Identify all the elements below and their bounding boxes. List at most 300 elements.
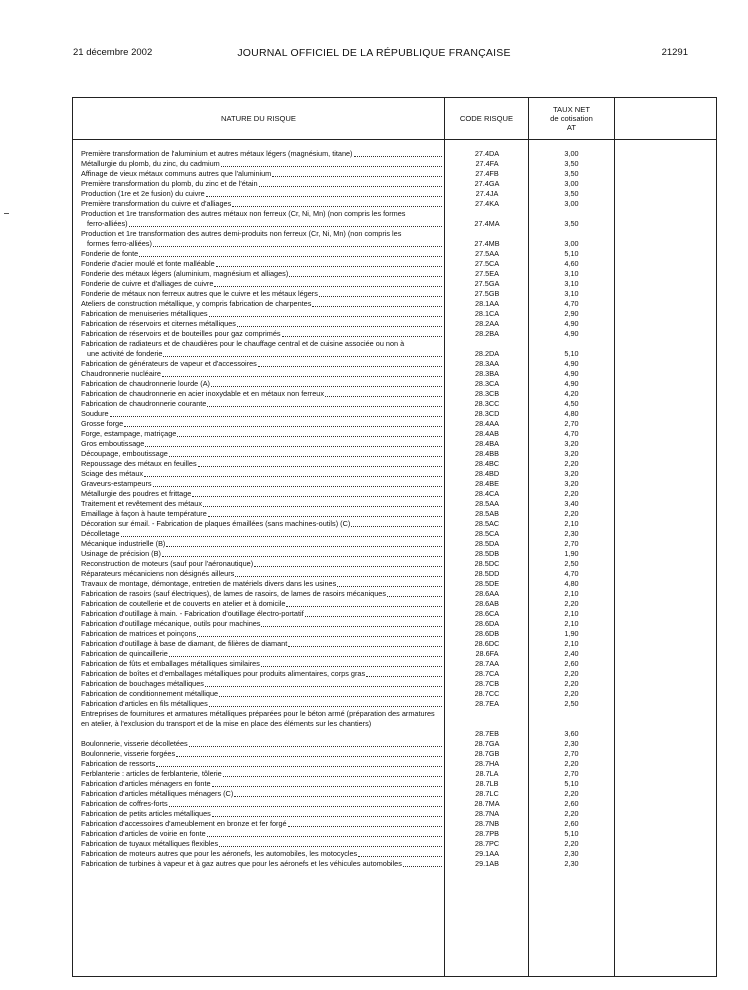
- risk-nature: [81, 419, 443, 429]
- risk-label: Fabrication de petits articles métalliques: [81, 809, 211, 818]
- risk-nature: [81, 529, 443, 539]
- risk-label: Fabrication de chaudronnerie en acier inoxydable et en métaux non ferreux: [81, 389, 324, 398]
- risk-label: Fabrication de quincaillerie: [81, 649, 168, 658]
- risk-label: Fabrication d'articles en fils métalliques: [81, 699, 208, 708]
- risk-nature: [81, 329, 443, 339]
- dot-leader: [169, 649, 442, 657]
- risk-code: 29.1AA: [475, 849, 499, 858]
- risk-code: 27.5CA: [474, 259, 500, 268]
- risk-label: Fabrication de tuyaux métalliques flexibles: [81, 839, 219, 848]
- risk-code: 28.4BB: [475, 449, 499, 458]
- risk-code: 27.4MA: [474, 219, 500, 228]
- dot-leader: [206, 189, 442, 197]
- risk-code: 28.6DA: [474, 619, 500, 628]
- risk-label: Fonderie d'acier moulé et fonte malléable: [81, 259, 215, 268]
- risk-label: Fabrication de moteurs autres que pour les aéronefs, les automobiles, les motocycles: [81, 849, 358, 858]
- dot-leader: [351, 519, 442, 527]
- risk-code: 28.5DE: [474, 579, 500, 588]
- risk-label: Fonderie de fonte: [81, 249, 139, 258]
- risk-nature: [81, 449, 443, 459]
- dot-leader: [144, 469, 442, 477]
- risk-label: Fabrication de radiateurs et de chaudières pour le chauffage central et de cuisine associée ou non à: [81, 339, 405, 348]
- table-row: [73, 469, 716, 479]
- risk-rate: 3,00: [564, 199, 579, 208]
- dot-leader: [166, 539, 442, 547]
- risk-nature: [81, 669, 443, 679]
- risk-nature: [81, 709, 443, 729]
- risk-label: Fabrication d'outillage à base de diamant, de filières de diamant: [81, 639, 288, 648]
- risk-code: 28.5DA: [474, 539, 500, 548]
- table-row: [73, 539, 716, 549]
- dot-leader: [209, 699, 442, 707]
- table-row: [73, 409, 716, 419]
- table-row: [73, 659, 716, 669]
- risk-code: 28.6DB: [474, 629, 500, 638]
- table-row: [73, 829, 716, 839]
- dot-leader: [403, 859, 442, 867]
- risk-nature: [81, 609, 443, 619]
- risk-nature: [81, 289, 443, 299]
- risk-label: Ferblanterie : articles de ferblanterie, tôlerie: [81, 769, 222, 778]
- risk-rate: 3,20: [564, 449, 579, 458]
- risk-code: 28.4CA: [474, 489, 500, 498]
- dot-leader: [145, 439, 442, 447]
- risk-code: 28.6AA: [475, 589, 499, 598]
- risk-code: 28.2AA: [475, 319, 499, 328]
- risk-rate: 3,40: [564, 499, 579, 508]
- table-row: [73, 499, 716, 509]
- risk-label: Boulonnerie, visserie forgées: [81, 749, 176, 758]
- dot-leader: [212, 779, 442, 787]
- risk-label: Fabrication d'articles ménagers en fonte: [81, 779, 211, 788]
- risk-code: 28.6DC: [474, 639, 500, 648]
- table-row: [73, 649, 716, 659]
- dot-leader: [124, 419, 442, 427]
- risk-rate: 3,10: [564, 269, 579, 278]
- dot-leader: [387, 589, 442, 597]
- dot-leader: [203, 499, 442, 507]
- dot-leader: [358, 849, 442, 857]
- risk-nature: [81, 769, 443, 779]
- table-row: [73, 309, 716, 319]
- table-row: [73, 379, 716, 389]
- dot-leader: [288, 639, 442, 647]
- risk-code: 27.5GB: [474, 289, 500, 298]
- risk-rate: 2,70: [564, 749, 579, 758]
- risk-label: Fonderie des métaux légers (aluminium, magnésium et alliages): [81, 269, 289, 278]
- dot-leader: [207, 399, 442, 407]
- dot-leader: [319, 289, 442, 297]
- dot-leader: [216, 259, 442, 267]
- dot-leader: [208, 509, 442, 517]
- risk-rate: 2,30: [564, 859, 579, 868]
- risk-nature: [81, 229, 443, 249]
- dot-leader: [337, 579, 442, 587]
- risk-label: Soudure: [81, 409, 109, 418]
- risk-label: Fabrication de réservoirs et citernes métalliques: [81, 319, 236, 328]
- risk-code: 28.5AB: [475, 509, 499, 518]
- risk-label: Fabrication de générateurs de vapeur et d'accessoires: [81, 359, 257, 368]
- risk-code: 28.4AA: [475, 419, 499, 428]
- dot-leader: [197, 629, 442, 637]
- risk-rate: 3,50: [564, 159, 579, 168]
- dot-leader: [198, 459, 442, 467]
- risk-nature: [81, 789, 443, 799]
- risk-rate: 2,20: [564, 789, 579, 798]
- risk-rate: 2,30: [564, 529, 579, 538]
- risk-label: Fabrication de coffres-forts: [81, 799, 168, 808]
- risk-nature: [81, 489, 443, 499]
- risk-label: Reconstruction de moteurs (sauf pour l'aéronautique): [81, 559, 254, 568]
- risk-nature: [81, 599, 443, 609]
- table-row: [73, 329, 716, 339]
- dot-leader: [219, 689, 442, 697]
- dot-leader: [207, 829, 442, 837]
- risk-code: 28.7NB: [474, 819, 500, 828]
- risk-rate: 2,20: [564, 489, 579, 498]
- dot-leader: [209, 309, 442, 317]
- risk-rate: 4,70: [564, 299, 579, 308]
- risk-code: 28.4BA: [475, 439, 499, 448]
- table-row: [73, 179, 716, 189]
- risk-rate: 3,60: [564, 729, 579, 738]
- risk-nature: [81, 159, 443, 169]
- risk-rate: 4,80: [564, 409, 579, 418]
- risk-rate: 2,10: [564, 589, 579, 598]
- dot-leader: [259, 179, 442, 187]
- risk-code: 28.3CA: [474, 379, 500, 388]
- risk-nature: [81, 859, 443, 869]
- risk-rate: 4,90: [564, 379, 579, 388]
- risk-nature: [81, 479, 443, 489]
- header-taux-line1: TAUX NET: [552, 105, 590, 114]
- risk-rate: 4,70: [564, 569, 579, 578]
- risk-nature: [81, 369, 443, 379]
- risk-label: Sciage des métaux: [81, 469, 144, 478]
- risk-code: 27.5EA: [475, 269, 499, 278]
- risk-rate: 5,10: [564, 779, 579, 788]
- risk-rate: 2,20: [564, 599, 579, 608]
- dot-leader: [162, 549, 442, 557]
- dot-leader: [212, 809, 442, 817]
- table-row: [73, 269, 716, 279]
- risk-label: Repoussage des métaux en feuilles: [81, 459, 197, 468]
- risk-nature: [81, 469, 443, 479]
- dot-leader: [153, 479, 442, 487]
- risk-label: Production (1re et 2e fusion) du cuivre: [81, 189, 205, 198]
- risk-code: 28.1AA: [475, 299, 499, 308]
- risk-label: Fabrication de coutellerie et de couverts en atelier et à domicile: [81, 599, 286, 608]
- risk-label: Fabrication de matrices et poinçons: [81, 629, 197, 638]
- risk-nature: [81, 839, 443, 849]
- dot-leader: [223, 769, 442, 777]
- risk-nature: [81, 579, 443, 589]
- risk-label: Fabrication de bouchages métalliques: [81, 679, 204, 688]
- table-row: [73, 189, 716, 199]
- risk-rate: 4,20: [564, 389, 579, 398]
- risk-label: Première transformation du cuivre et d'alliages: [81, 199, 232, 208]
- dot-leader: [219, 839, 442, 847]
- risk-label: Fabrication d'outillage mécanique, outils pour machines: [81, 619, 261, 628]
- risk-label: Fonderie de cuivre et d'alliages de cuivre: [81, 279, 214, 288]
- risk-rate: 2,90: [564, 309, 579, 318]
- table-row: [73, 779, 716, 789]
- risk-rate: 2,20: [564, 669, 579, 678]
- risk-code: 28.7MA: [474, 799, 500, 808]
- dot-leader: [177, 429, 442, 437]
- risk-label: Décolletage: [81, 529, 120, 538]
- header-date: 21 décembre 2002: [73, 47, 153, 58]
- risk-nature: [81, 699, 443, 709]
- risk-nature: [81, 249, 443, 259]
- table-row: [73, 709, 716, 739]
- risk-code: 29.1AB: [475, 859, 499, 868]
- dot-leader: [110, 409, 442, 417]
- risk-code: 27.4DA: [474, 149, 500, 158]
- table-row: [73, 529, 716, 539]
- table-row: [73, 429, 716, 439]
- risk-nature: [81, 679, 443, 689]
- risk-rate: 2,50: [564, 559, 579, 568]
- risk-label: Entreprises de fournitures et armatures métalliques préparées pour le béton armé (préparation des armatures en atelier, à l'exclusion du transport et de la mise en place des éléments sur les chantiers): [81, 709, 435, 728]
- risk-label: Réparateurs mécaniciens non désignés ailleurs: [81, 569, 235, 578]
- risk-label: Fabrication de conditionnement métallique: [81, 689, 219, 698]
- header-nature: NATURE DU RISQUE: [221, 114, 296, 123]
- risk-nature: [81, 389, 443, 399]
- risk-label: Fabrication d'accessoires d'ameublement en bronze et fer forgé: [81, 819, 287, 828]
- risk-code: 28.5DC: [474, 559, 500, 568]
- risk-code: 28.5DB: [474, 549, 500, 558]
- risk-rate: 2,10: [564, 619, 579, 628]
- dot-leader: [205, 679, 442, 687]
- table-row: [73, 319, 716, 329]
- risk-nature: [81, 809, 443, 819]
- table-row: [73, 289, 716, 299]
- risk-nature: [81, 299, 443, 309]
- risk-code: 28.5DD: [474, 569, 500, 578]
- risk-rate: 3,10: [564, 289, 579, 298]
- risk-nature: [81, 379, 443, 389]
- risk-nature: [81, 209, 443, 229]
- margin-mark: [4, 213, 9, 214]
- table-row: [73, 599, 716, 609]
- risk-code: 28.7NA: [474, 809, 500, 818]
- risk-rate: 2,20: [564, 459, 579, 468]
- table-row: [73, 259, 716, 269]
- risk-nature: [81, 409, 443, 419]
- risk-nature: [81, 829, 443, 839]
- table-row: [73, 669, 716, 679]
- page-number: 21291: [661, 47, 688, 58]
- risk-nature: [81, 559, 443, 569]
- risk-code: 28.7LA: [475, 769, 499, 778]
- table-row: [73, 619, 716, 629]
- risk-label-continued: formes ferro-alliées): [87, 239, 152, 248]
- risk-code: 27.4KA: [475, 199, 499, 208]
- dot-leader: [189, 739, 442, 747]
- dot-leader: [221, 159, 442, 167]
- dot-leader: [234, 789, 442, 797]
- table-row: [73, 159, 716, 169]
- risk-label: Production et 1re transformation des autres demi-produits non ferreux (Cr, Ni, Mn) (non compris les: [81, 229, 402, 238]
- risk-label: Fabrication d'articles de voirie en fonte: [81, 829, 206, 838]
- dot-leader: [286, 599, 442, 607]
- table-row: [73, 299, 716, 309]
- risk-rate: 2,60: [564, 799, 579, 808]
- table-row: [73, 369, 716, 379]
- dot-leader: [139, 249, 442, 257]
- table-row: [73, 579, 716, 589]
- risk-nature: [81, 509, 443, 519]
- dot-leader: [192, 489, 442, 497]
- risk-rate: 4,90: [564, 369, 579, 378]
- risk-nature: [81, 549, 443, 559]
- risk-code: 28.7GB: [474, 749, 500, 758]
- risk-code: 28.6CA: [474, 609, 500, 618]
- risk-label: Fonderie de métaux non ferreux autres que le cuivre et les métaux légers: [81, 289, 318, 298]
- risk-label: Travaux de montage, démontage, entretien de matériels divers dans les usines: [81, 579, 337, 588]
- risk-nature: [81, 849, 443, 859]
- risk-rate: 4,80: [564, 579, 579, 588]
- dot-leader: [121, 529, 442, 537]
- journal-title: JOURNAL OFFICIEL DE LA RÉPUBLIQUE FRANÇAISE: [237, 47, 511, 59]
- risk-code: 28.3CD: [474, 409, 500, 418]
- risk-nature: [81, 179, 443, 189]
- table-row: [73, 849, 716, 859]
- table-row: [73, 439, 716, 449]
- risk-label: Première transformation de l'aluminium et autres métaux légers (magnésium, titane): [81, 149, 353, 158]
- risk-nature: [81, 759, 443, 769]
- risk-nature: [81, 819, 443, 829]
- table-row: [73, 549, 716, 559]
- dot-leader: [211, 379, 442, 387]
- risk-code: 27.4JA: [475, 189, 499, 198]
- risk-label: Fabrication de chaudronnerie courante: [81, 399, 207, 408]
- table-row: [73, 789, 716, 799]
- dot-leader: [232, 199, 442, 207]
- risk-nature: [81, 619, 443, 629]
- table-row: [73, 419, 716, 429]
- risk-code: 28.2DA: [474, 349, 500, 358]
- risk-code: 28.7EA: [475, 699, 499, 708]
- risk-code: 28.7AA: [475, 659, 499, 668]
- table-row: [73, 609, 716, 619]
- risk-rate: 2,30: [564, 739, 579, 748]
- risk-rate: 2,20: [564, 679, 579, 688]
- dot-leader: [366, 669, 442, 677]
- risk-nature: [81, 499, 443, 509]
- risk-rate: 4,90: [564, 329, 579, 338]
- table-row: [73, 249, 716, 259]
- risk-rate: 3,00: [564, 239, 579, 248]
- risk-label: Emaillage à façon à haute température: [81, 509, 207, 518]
- risk-code: 28.3CB: [474, 389, 500, 398]
- risk-rate: 2,60: [564, 819, 579, 828]
- dot-leader: [254, 559, 442, 567]
- risk-rate: 2,20: [564, 809, 579, 818]
- table-row: [73, 679, 716, 689]
- risk-rate: 1,90: [564, 549, 579, 558]
- table-row: [73, 339, 716, 359]
- risk-label: Fabrication de chaudronnerie lourde (A): [81, 379, 210, 388]
- dot-leader: [258, 359, 442, 367]
- risk-label: Fabrication de réservoirs et de bouteilles pour gaz comprimés: [81, 329, 281, 338]
- dot-leader: [169, 799, 442, 807]
- table-row: [73, 749, 716, 759]
- table-row: [73, 489, 716, 499]
- risk-code: 28.6AB: [475, 599, 499, 608]
- risk-nature: [81, 779, 443, 789]
- risk-rate: 3,50: [564, 189, 579, 198]
- risk-code: 28.6FA: [475, 649, 499, 658]
- table-row: [73, 209, 716, 229]
- risk-code: 28.4BC: [474, 459, 500, 468]
- table-row: [73, 199, 716, 209]
- risk-label: Boulonnerie, visserie décolletées: [81, 739, 188, 748]
- risk-label: Découpage, emboutissage: [81, 449, 168, 458]
- table-row: [73, 479, 716, 489]
- risk-code: 28.4AB: [475, 429, 499, 438]
- risk-label: Affinage de vieux métaux communs autres que l'aluminium: [81, 169, 272, 178]
- risk-nature: [81, 259, 443, 269]
- risk-code: 28.7GA: [474, 739, 500, 748]
- risk-nature: [81, 359, 443, 369]
- risk-code: 28.7CA: [474, 669, 500, 678]
- risk-label: Grosse forge: [81, 419, 124, 428]
- risk-code: 27.4FA: [475, 159, 499, 168]
- risk-label-continued: ferro-alliées): [87, 219, 128, 228]
- risk-rate: 2,10: [564, 519, 579, 528]
- risk-rate: 4,70: [564, 429, 579, 438]
- table-row: [73, 639, 716, 649]
- risk-label: Fabrication de ressorts: [81, 759, 156, 768]
- risk-label: Fabrication de fûts et emballages métalliques similaires: [81, 659, 260, 668]
- risk-code: 28.3CC: [474, 399, 500, 408]
- table-row: [73, 399, 716, 409]
- risk-nature: [81, 739, 443, 749]
- risk-rate: 5,10: [564, 349, 579, 358]
- risk-nature: [81, 799, 443, 809]
- dot-leader: [214, 279, 442, 287]
- table-body: [73, 149, 716, 869]
- dot-leader: [261, 659, 442, 667]
- risk-label: Gros emboutissage: [81, 439, 145, 448]
- dot-leader: [169, 449, 442, 457]
- risk-code: 28.4BD: [474, 469, 500, 478]
- risk-nature: [81, 689, 443, 699]
- risk-table: [72, 97, 717, 977]
- dot-leader: [312, 299, 442, 307]
- risk-rate: 2,20: [564, 689, 579, 698]
- risk-rate: 2,60: [564, 659, 579, 668]
- risk-nature: [81, 339, 443, 359]
- table-row: [73, 359, 716, 369]
- risk-rate: 2,70: [564, 769, 579, 778]
- risk-nature: [81, 149, 443, 159]
- header-taux: [529, 98, 614, 139]
- risk-code: 27.5AA: [475, 249, 499, 258]
- dot-leader: [237, 319, 442, 327]
- risk-rate: 3,00: [564, 179, 579, 188]
- table-row: [73, 759, 716, 769]
- risk-nature: [81, 399, 443, 409]
- risk-label: Ateliers de construction métallique, y compris fabrication de charpentes: [81, 299, 312, 308]
- risk-rate: 3,20: [564, 469, 579, 478]
- risk-label: Chaudronnerie nucléaire: [81, 369, 161, 378]
- risk-rate: 3,10: [564, 279, 579, 288]
- table-row: [73, 689, 716, 699]
- risk-rate: 5,10: [564, 829, 579, 838]
